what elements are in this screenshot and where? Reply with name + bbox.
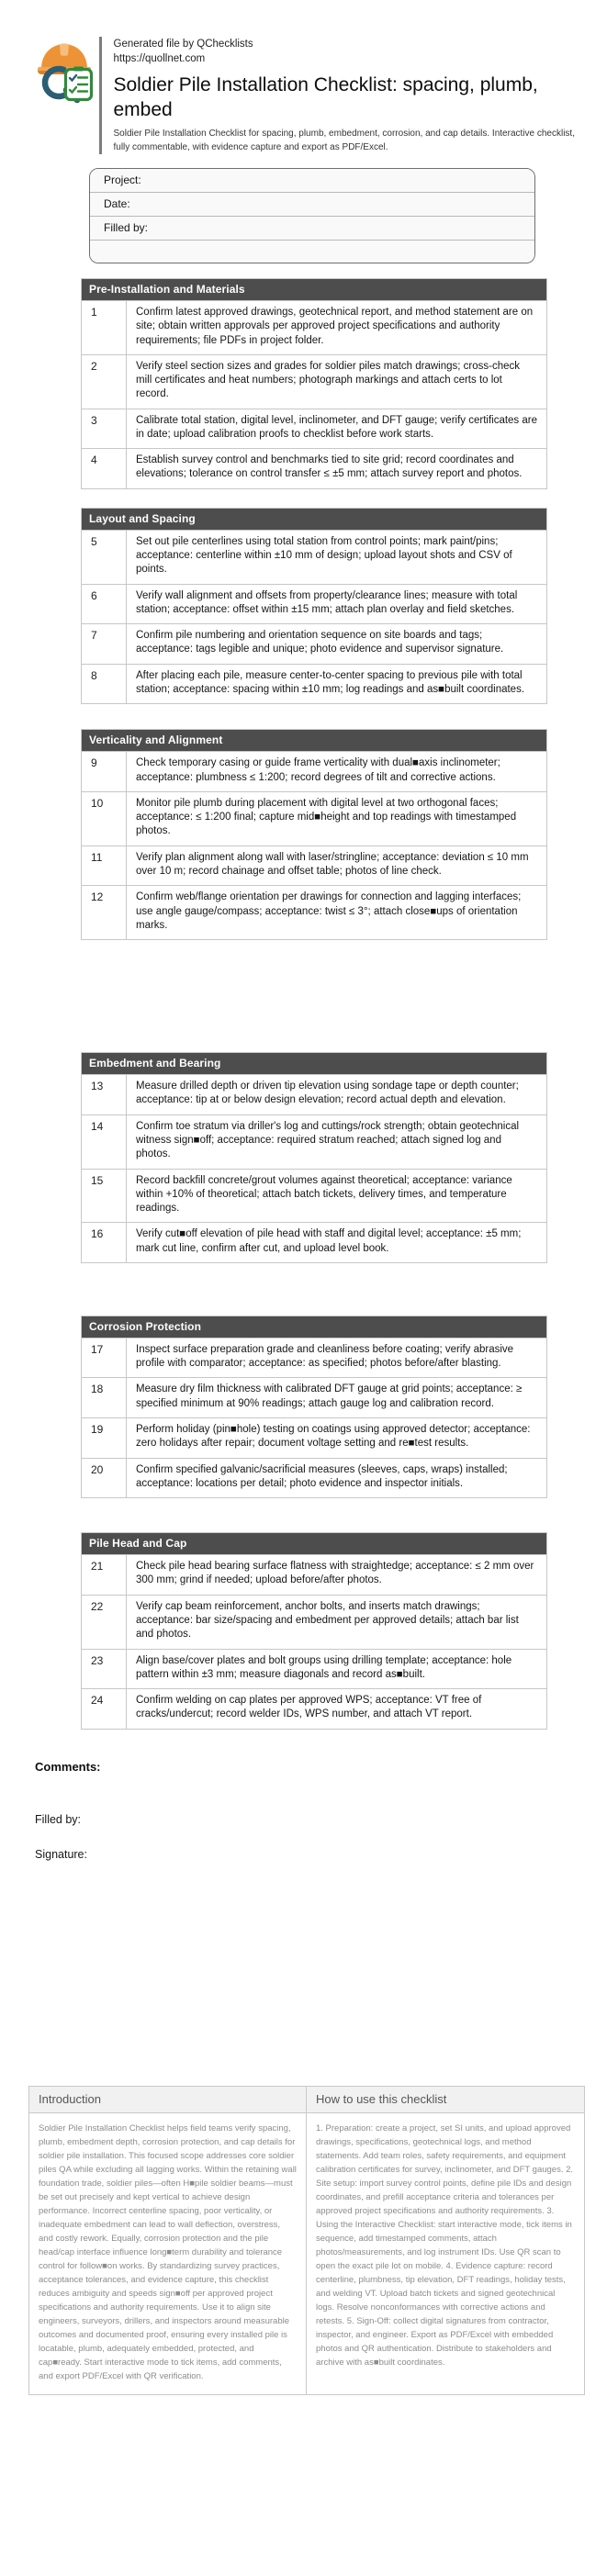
item-number: 23 <box>82 1650 127 1689</box>
checklist-item-row <box>82 1169 546 1223</box>
section-header: Layout and Spacing <box>82 509 546 530</box>
item-number: 15 <box>82 1170 127 1223</box>
checklist-item-row <box>82 530 546 584</box>
item-number: 19 <box>82 1418 127 1458</box>
section-header: Pre-Installation and Materials <box>82 279 546 300</box>
section-header: Pile Head and Cap <box>82 1533 546 1554</box>
qchecklists-logo-icon <box>31 37 97 105</box>
item-number: 6 <box>82 585 127 624</box>
item-number: 8 <box>82 665 127 704</box>
checklist-item-row <box>82 1222 546 1262</box>
item-text: Confirm pile numbering and orientation sequence on site boards and tags; acceptance: tags legible and unique; photo evidence and supervisor signature. <box>136 630 504 655</box>
item-number: 10 <box>82 792 127 846</box>
section-header: Embedment and Bearing <box>82 1053 546 1074</box>
qchecklists-logo <box>31 37 99 109</box>
checklist-item-row <box>82 409 546 449</box>
doc-header <box>0 0 607 154</box>
checklist-item-row <box>82 1114 546 1169</box>
checklist-item-row <box>82 1377 546 1417</box>
item-number: 9 <box>82 752 127 791</box>
generated-by-text: Generated file by QChecklists <box>113 39 253 50</box>
checklist-item-row <box>82 1458 546 1498</box>
item-text: Confirm welding on cap plates per approved WPS; acceptance: VT free of cracks/undercut; record welder IDs, WPS number, and attach VT report. <box>136 1695 482 1720</box>
item-text: Check temporary casing or guide frame verticality with dual■axis inclinometer; acceptance: plumbness ≤ 1:200; record degrees of tilt and corrective actions. <box>136 757 500 783</box>
item-number: 22 <box>82 1596 127 1649</box>
howto-body: 1. Preparation: create a project, set SI units, and upload approved drawings, specifications, geotechnical logs, and method statements. Add team roles, safety requirements, and equipment calibration certificates for survey, inclinometer, and DFT gauges. 2. Site setup: import survey control points, define pile IDs and design coordinates, and prefill acceptance criteria and tolerances per approved project specifications and authority requirements. 3. Using the Interactive Checklist: start interactive mode, tick items in sequence, add timestamped comments, attach photos/measurements, and log instrument IDs. Use QR scan to open the exact pile lot on mobile. 4. Evidence capture: record centerline, plumbness, tip elevation, DFT readings, holiday tests, and welding VT. Upload batch tickets and signed geotechnical logs. Resolve nonconformances with corrective actions and retests. 5. Sign-Off: collect digital signatures from contractor, inspector, and engineer. Export as PDF/Excel with embedded photos and QR authentication. Distribute to stakeholders and archive with as■built coordinates. <box>316 2122 574 2368</box>
item-text: Confirm specified galvanic/sacrificial measures (sleeves, caps, wraps) installed; acceptance: locations per detail; photo evidence and inspector initials. <box>136 1463 508 1489</box>
item-text: Verify cut■off elevation of pile head with staff and digital level; acceptance: ±5 mm; mark cut line, confirm after cut, and upload level book. <box>136 1228 522 1254</box>
checklist-item-row <box>82 1649 546 1689</box>
section-table <box>81 278 547 489</box>
footer-body-row <box>29 2113 584 2394</box>
howto-title: How to use this checklist <box>316 2091 447 2106</box>
item-text: Measure dry film thickness with calibrated DFT gauge at grid points; acceptance: ≥ specified minimum at 90% readings; attach gauge log and calibration record. <box>136 1383 523 1409</box>
checklist-item-row <box>82 846 546 886</box>
item-number: 5 <box>82 531 127 584</box>
item-text: Monitor pile plumb during placement with digital level at two orthogonal faces; acceptance: ≤ 1:200 final; capture mid■height and top readings with timestamped photos. <box>136 797 517 837</box>
checklist-item-row <box>82 1074 546 1114</box>
item-text: Set out pile centerlines using total station from control points; mark paint/pins; acceptance: centerline within ±10 mm of design; upload layout shots and CSV of points. <box>136 535 512 576</box>
item-text: Record backfill concrete/grout volumes against theoretical; acceptance: variance within +10% of theoretical; attach batch tickets, delivery times, and temperature readings. <box>136 1174 512 1215</box>
item-text: After placing each pile, measure center-to-center spacing to previous pile with total station; acceptance: spacing within ±10 mm; log readings and as■built coordinates. <box>136 669 525 695</box>
item-text: Establish survey control and benchmarks tied to site grid; record coordinates and elevations; tolerance on control transfer ≤ ±5 mm; attach survey report and photos. <box>136 454 523 480</box>
item-text: Inspect surface preparation grade and cleanliness before coating; verify abrasive profile with comparator; acceptance: as specified; photos before/after blasting. <box>136 1343 514 1370</box>
comments-label: Comments: <box>35 1759 101 1774</box>
item-number: 1 <box>82 301 127 354</box>
item-number: 2 <box>82 355 127 409</box>
checklist-item-row <box>82 354 546 409</box>
footer-panel <box>28 2086 585 2395</box>
clipboard-checklist-icon <box>66 67 92 100</box>
item-number: 7 <box>82 624 127 664</box>
item-number: 16 <box>82 1223 127 1262</box>
checklist-item-row <box>82 885 546 939</box>
filled-by-label: Filled by: <box>35 1812 82 1826</box>
page-title: Soldier Pile Installation Checklist: spacing, plumb, embed <box>113 74 538 121</box>
sections <box>0 278 607 1730</box>
site-url[interactable]: https://quollnet.com <box>113 53 206 65</box>
item-number: 13 <box>82 1075 127 1114</box>
intro-title: Introduction <box>29 2087 307 2112</box>
item-text: Align base/cover plates and bolt groups using drilling template; acceptance: hole pattern within ±3 mm; measure diagonals and record as■built. <box>136 1654 512 1680</box>
item-text: Measure drilled depth or driven tip elevation using sondage tape or depth counter; acceptance: tip at or below design elevation; record actual depth and elevation. <box>136 1081 519 1106</box>
signature-label: Signature: <box>35 1847 87 1861</box>
footer-header-row <box>29 2087 584 2113</box>
item-text: Perform holiday (pin■hole) testing on coatings using approved detector; acceptance: zero holidays after repair; document voltage setting and re■test results. <box>136 1424 531 1450</box>
item-text: Calibrate total station, digital level, inclinometer, and DFT gauge; verify certificates are in date; upload calibration proofs to checklist before work starts. <box>136 414 537 440</box>
section-table <box>81 729 547 940</box>
info-row-date: Date: <box>90 193 534 217</box>
checklist-item-row <box>82 584 546 624</box>
checklist-item-row <box>82 751 546 791</box>
intro-body: Soldier Pile Installation Checklist helps field teams verify spacing, plumb, embedment depth, corrosion protection, and cap details for soldier pile installation. This focused scope addresses core soldier piles QA while excluding all lagging works. Within the retaining wall foundation trade, soldier piles—often H■pile soldier beams—must be set out precisely and kept vertical to achieve design performance. Incorrect centerline spacing, poor verticality, or inadequate embedment can lead to wall deflection, overstress, and costly rework. Equally, corrosion protection and the pile head/cap interface influence long■term durability and tolerance control for follow■on works. By standardizing survey practices, acceptance tolerances, and evidence capture, this checklist reduces ambiguity and speeds sign■off per approved project specifications and authority requirements. Use it to align site engineers, surveyors, drillers, and inspectors around measurable outcomes and documented proof, ensuring every installed pile is locatable, plumb, adequately embedded, protected, and cap■ready. Start interactive mode to tick items, add comments, and export PDF/Excel with QR verification. <box>29 2113 307 2394</box>
item-number: 11 <box>82 846 127 886</box>
checklist-item-row <box>82 1688 546 1729</box>
section-table <box>81 1532 547 1730</box>
section-header: Corrosion Protection <box>82 1316 546 1338</box>
item-number: 18 <box>82 1378 127 1417</box>
checklist-item-row <box>82 623 546 664</box>
checklist-item-row <box>82 448 546 488</box>
item-number: 3 <box>82 409 127 449</box>
item-text: Confirm toe stratum via driller's log and cuttings/rock strength; obtain geotechnical witness sign■off; acceptance: required stratum reached; attach signed log and photos. <box>136 1120 520 1160</box>
checklist-item-row <box>82 300 546 354</box>
section-table <box>81 1316 547 1498</box>
section-table <box>81 508 547 705</box>
item-text: Verify cap beam reinforcement, anchor bolts, and inserts match drawings; acceptance: bar size/spacing and embedment per approved details; attach bar list and photos. <box>136 1600 519 1641</box>
checklist-item-row <box>82 791 546 846</box>
item-number: 17 <box>82 1338 127 1378</box>
item-number: 14 <box>82 1115 127 1169</box>
item-text: Verify wall alignment and offsets from property/clearance lines; measure with total station; acceptance: offset within ±15 mm; attach plan overlay and field sketches. <box>136 589 518 615</box>
info-row-empty <box>90 241 534 263</box>
info-row-filled-by: Filled by: <box>90 217 534 241</box>
section-table <box>81 1052 547 1263</box>
checklist-item-row <box>82 664 546 704</box>
checklist-item-row <box>82 1417 546 1458</box>
item-text: Confirm web/flange orientation per drawings for connection and lagging interfaces; use angle gauge/compass; acceptance: twist ≤ 3°; attach close■ups of orientation marks. <box>136 891 522 931</box>
item-number: 12 <box>82 886 127 939</box>
item-number: 24 <box>82 1689 127 1729</box>
info-box <box>89 168 535 263</box>
checklist-item-row <box>82 1554 546 1595</box>
item-text: Verify steel section sizes and grades for soldier piles match drawings; cross-check mill certificates and heat numbers; photograph markings and attach certs to lot record. <box>136 360 521 400</box>
checklist-item-row <box>82 1595 546 1649</box>
checklist-item-row <box>82 1338 546 1378</box>
page-subtitle: Soldier Pile Installation Checklist for spacing, plumb, embedment, corrosion, and cap details. Interactive checklist, fully commentable, with evidence capture and export as PDF/Excel. <box>113 128 575 152</box>
item-text: Confirm latest approved drawings, geotechnical report, and method statement are on site; obtain written approvals per approved project specifications and authority requirements; file PDFs in project folder. <box>136 306 534 346</box>
item-text: Check pile head bearing surface flatness with straightedge; acceptance: ≤ 2 mm over 300 mm; grind if needed; upload before/after photos. <box>136 1561 534 1586</box>
item-text: Verify plan alignment along wall with laser/stringline; acceptance: deviation ≤ 10 mm over 10 m; record chainage and offset table; photos of line check. <box>136 851 529 877</box>
item-number: 21 <box>82 1555 127 1595</box>
header-divider <box>99 37 102 154</box>
item-number: 20 <box>82 1459 127 1498</box>
info-row-project: Project: <box>90 169 534 193</box>
item-number: 4 <box>82 449 127 488</box>
section-header: Verticality and Alignment <box>82 730 546 751</box>
